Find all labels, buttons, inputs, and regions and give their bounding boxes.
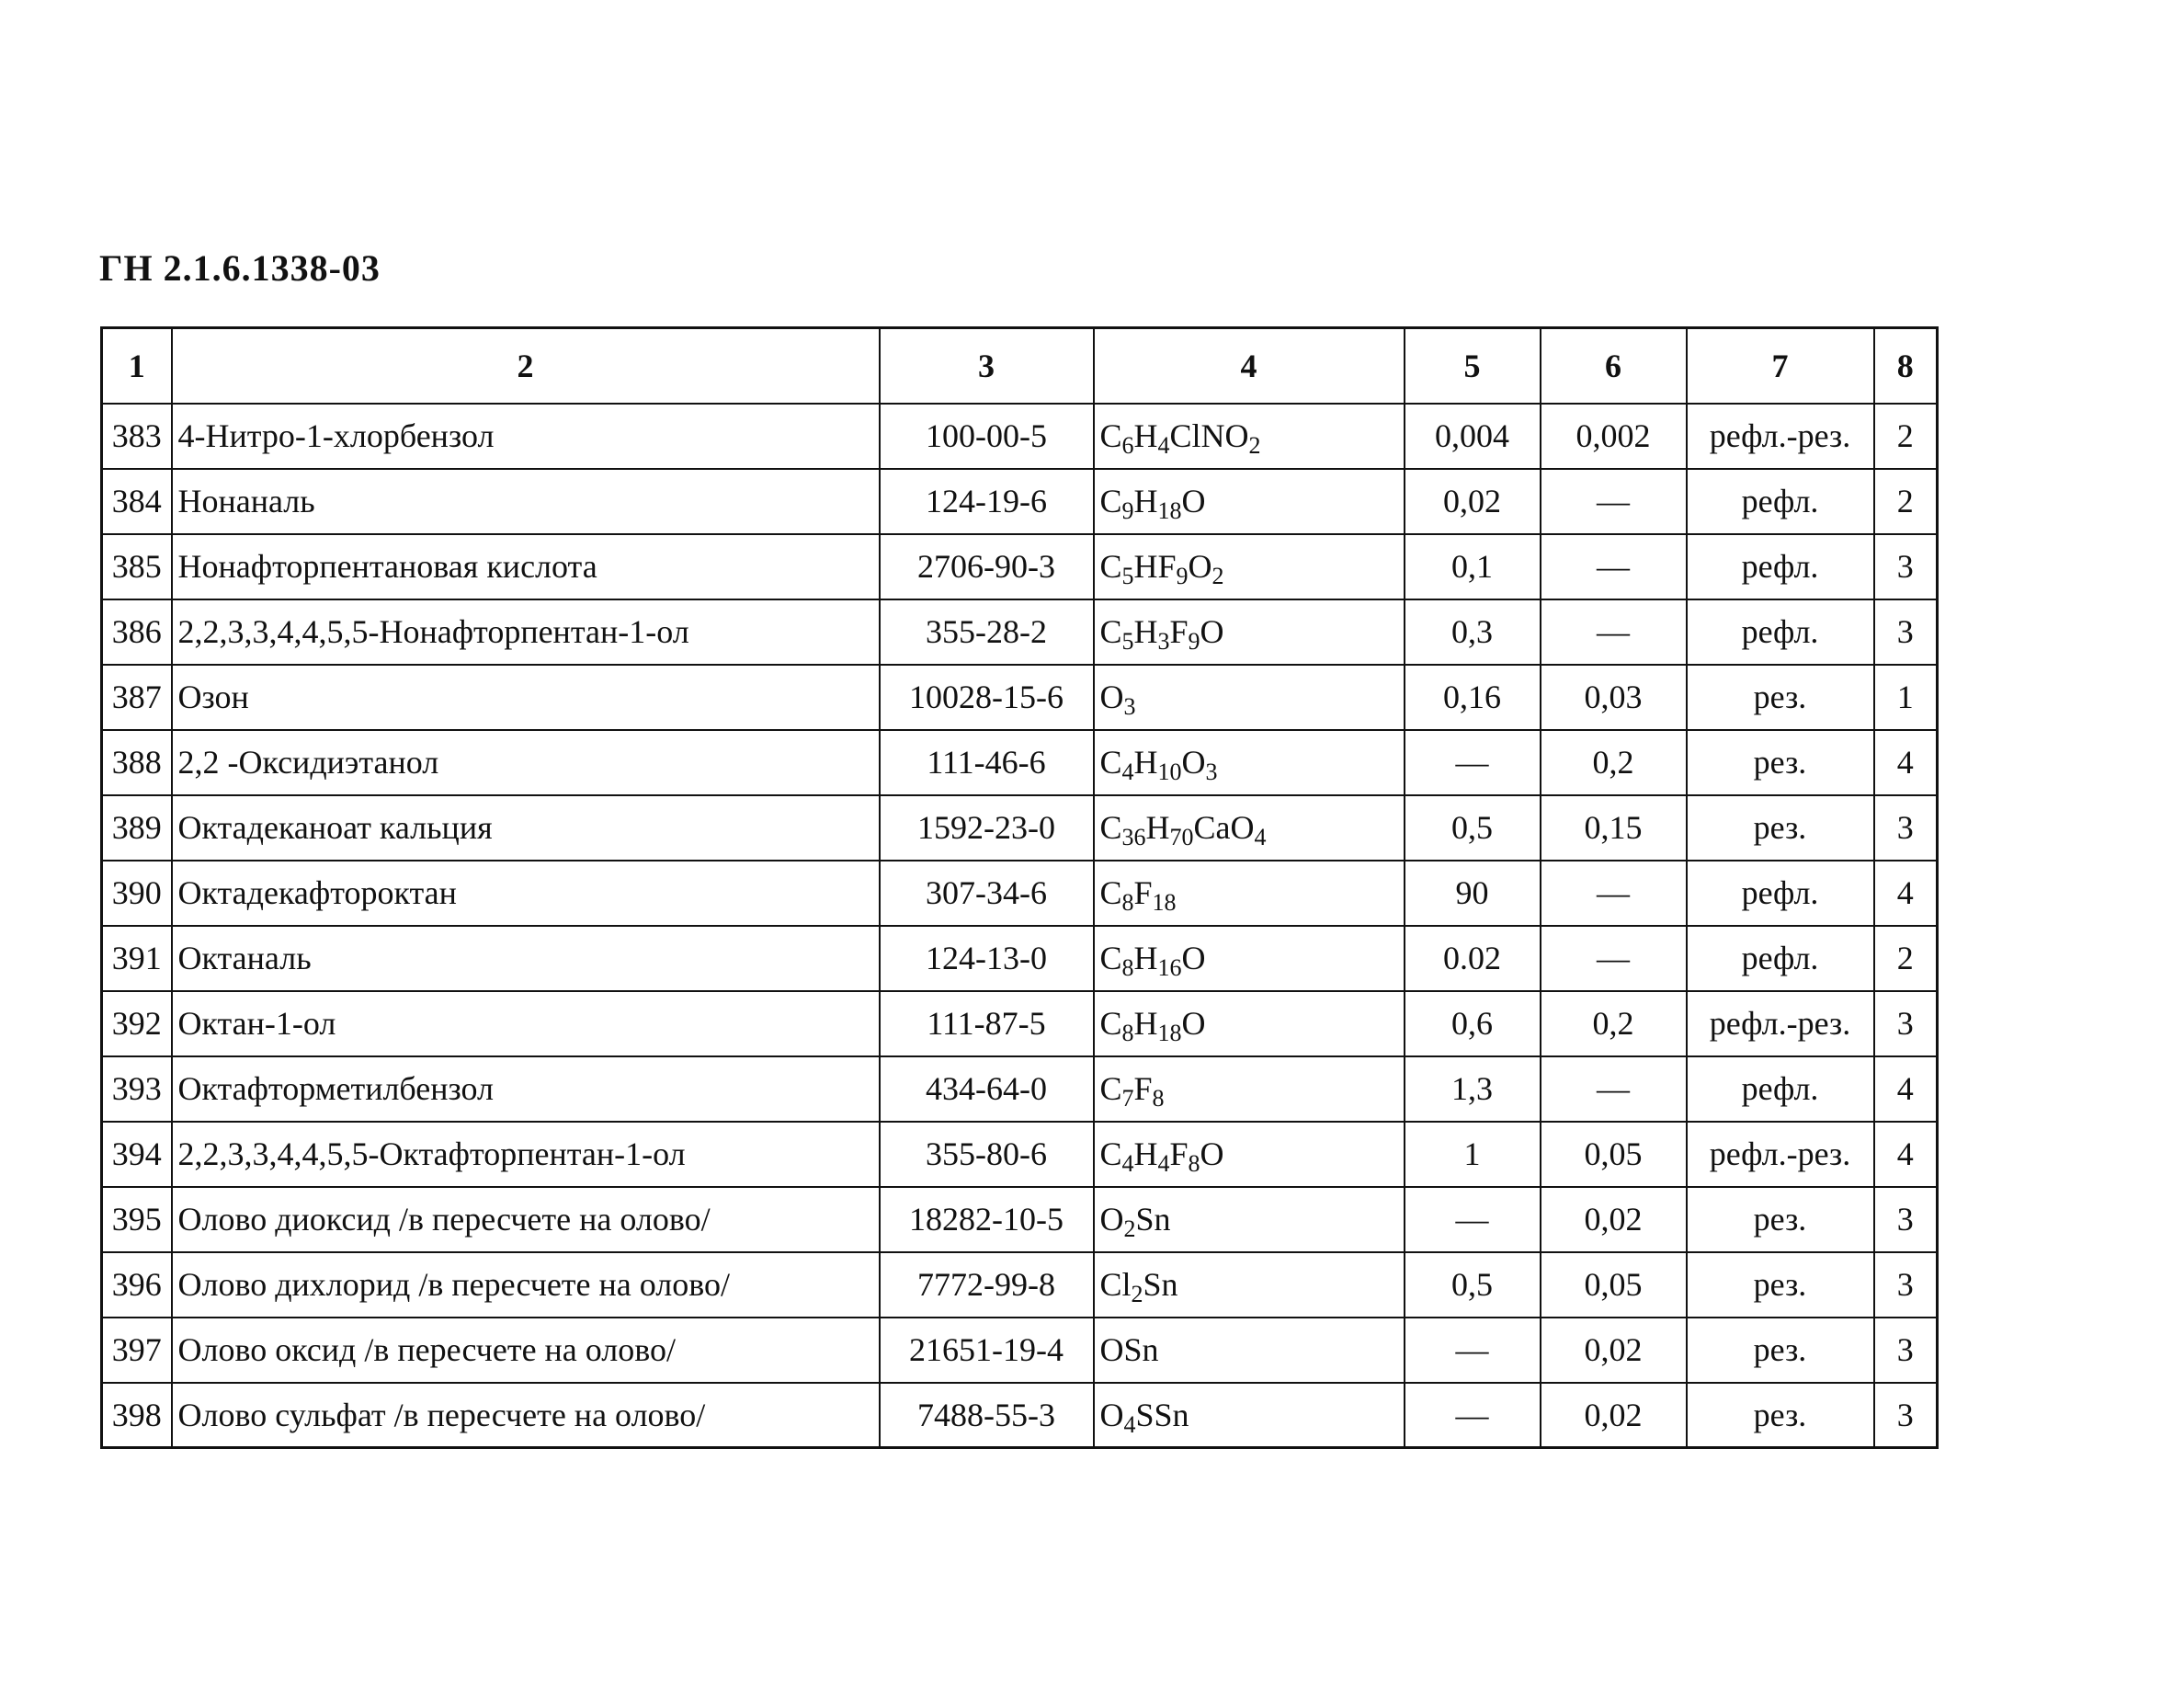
formula-element: C bbox=[1099, 744, 1122, 781]
mrc-daily-cell: 0,03 bbox=[1541, 665, 1687, 730]
cas-number-cell: 100-00-5 bbox=[880, 404, 1094, 469]
column-header: 5 bbox=[1405, 328, 1541, 404]
hazard-class-cell: 3 bbox=[1874, 1252, 1938, 1318]
formula-element: H bbox=[1145, 809, 1170, 846]
hazard-class-cell: 3 bbox=[1874, 1318, 1938, 1383]
hazard-class-cell: 3 bbox=[1874, 795, 1938, 861]
row-number-cell: 398 bbox=[102, 1383, 172, 1448]
table-row bbox=[102, 599, 1938, 665]
cas-number-cell: 21651-19-4 bbox=[880, 1318, 1094, 1383]
formula-cell bbox=[1094, 534, 1405, 599]
formula-subscript: 8 bbox=[1188, 1150, 1200, 1177]
formula-element: O bbox=[1099, 679, 1124, 715]
formula-cell bbox=[1094, 1318, 1405, 1383]
table-row bbox=[102, 991, 1938, 1056]
formula-subscript: 2 bbox=[1131, 1281, 1143, 1307]
formula-element: C bbox=[1099, 940, 1122, 976]
limiting-indicator-cell: рез. bbox=[1687, 1252, 1874, 1318]
formula-element: C bbox=[1099, 874, 1122, 911]
hazard-class-cell: 4 bbox=[1874, 861, 1938, 926]
formula-element: O bbox=[1099, 1396, 1124, 1433]
formula-element: C bbox=[1099, 1070, 1122, 1107]
table-row bbox=[102, 1056, 1938, 1122]
mrc-once-cell: — bbox=[1405, 1318, 1541, 1383]
formula-subscript: 4 bbox=[1123, 1410, 1136, 1438]
mrc-once-cell: — bbox=[1405, 1383, 1541, 1448]
formula-element: F bbox=[1169, 1135, 1189, 1172]
row-number-cell: 383 bbox=[102, 404, 172, 469]
substance-name-cell: 2,2 -Оксидиэтанол bbox=[172, 730, 880, 795]
mrc-daily-cell: 0,002 bbox=[1541, 404, 1687, 469]
formula-element: C bbox=[1099, 417, 1122, 454]
formula-subscript: 18 bbox=[1157, 1020, 1182, 1046]
limiting-indicator-cell: рефл. bbox=[1687, 1056, 1874, 1122]
limiting-indicator-cell: рефл. bbox=[1687, 926, 1874, 991]
substance-name-cell: Нонаналь bbox=[172, 469, 880, 534]
column-header: 3 bbox=[880, 328, 1094, 404]
formula-cell bbox=[1094, 795, 1405, 861]
formula-subscript: 4 bbox=[1121, 759, 1134, 785]
formula-subscript: 8 bbox=[1121, 954, 1134, 981]
formula-subscript: 3 bbox=[1157, 628, 1170, 655]
formula-element: H bbox=[1133, 417, 1158, 454]
cas-number-cell: 124-19-6 bbox=[880, 469, 1094, 534]
mrc-once-cell: 90 bbox=[1405, 861, 1541, 926]
row-number-cell: 385 bbox=[102, 534, 172, 599]
cas-number-cell: 1592-23-0 bbox=[880, 795, 1094, 861]
mrc-once-cell: 0,004 bbox=[1405, 404, 1541, 469]
hazard-class-cell: 3 bbox=[1874, 534, 1938, 599]
formula-subscript: 2 bbox=[1211, 563, 1224, 589]
formula-cell bbox=[1094, 926, 1405, 991]
mrc-daily-cell: 0,2 bbox=[1541, 991, 1687, 1056]
limiting-indicator-cell: рез. bbox=[1687, 1187, 1874, 1252]
column-header: 6 bbox=[1541, 328, 1687, 404]
formula-element: ClNO bbox=[1169, 417, 1249, 454]
formula-element: O bbox=[1200, 1135, 1224, 1172]
formula-subscript: 2 bbox=[1123, 1215, 1136, 1242]
substance-name-cell: Октадеканоат кальция bbox=[172, 795, 880, 861]
row-number-cell: 386 bbox=[102, 599, 172, 665]
limiting-indicator-cell: рез. bbox=[1687, 795, 1874, 861]
formula-subscript: 2 bbox=[1248, 432, 1261, 459]
cas-number-cell: 355-80-6 bbox=[880, 1122, 1094, 1187]
formula-element: F bbox=[1133, 1070, 1153, 1107]
formula-element: F bbox=[1133, 874, 1153, 911]
formula-element: C bbox=[1099, 613, 1122, 650]
cas-number-cell: 355-28-2 bbox=[880, 599, 1094, 665]
table-row bbox=[102, 795, 1938, 861]
hazard-class-cell: 3 bbox=[1874, 991, 1938, 1056]
row-number-cell: 391 bbox=[102, 926, 172, 991]
cas-number-cell: 307-34-6 bbox=[880, 861, 1094, 926]
mrc-daily-cell: 0,05 bbox=[1541, 1252, 1687, 1318]
mrc-once-cell: 0,1 bbox=[1405, 534, 1541, 599]
hazard-class-cell: 4 bbox=[1874, 1056, 1938, 1122]
column-header: 4 bbox=[1094, 328, 1405, 404]
cas-number-cell: 434-64-0 bbox=[880, 1056, 1094, 1122]
formula-element: H bbox=[1133, 613, 1158, 650]
formula-cell bbox=[1094, 599, 1405, 665]
formula-element: C bbox=[1099, 1005, 1122, 1042]
mrc-once-cell: 0,02 bbox=[1405, 469, 1541, 534]
table-row bbox=[102, 534, 1938, 599]
row-number-cell: 396 bbox=[102, 1252, 172, 1318]
formula-element: Sn bbox=[1135, 1201, 1171, 1238]
mrc-daily-cell: 0,02 bbox=[1541, 1318, 1687, 1383]
formula-element: O bbox=[1200, 613, 1224, 650]
formula-element: O bbox=[1181, 744, 1206, 781]
cas-number-cell: 111-46-6 bbox=[880, 730, 1094, 795]
formula-subscript: 4 bbox=[1121, 1150, 1134, 1177]
cas-number-cell: 7772-99-8 bbox=[880, 1252, 1094, 1318]
limiting-indicator-cell: рефл. bbox=[1687, 599, 1874, 665]
formula-subscript: 5 bbox=[1121, 563, 1134, 589]
table-body bbox=[102, 404, 1938, 1448]
table-row bbox=[102, 861, 1938, 926]
formula-subscript: 70 bbox=[1169, 824, 1194, 850]
formula-element: OSn bbox=[1099, 1331, 1159, 1368]
formula-cell bbox=[1094, 1252, 1405, 1318]
column-header: 8 bbox=[1874, 328, 1938, 404]
table-row bbox=[102, 1252, 1938, 1318]
formula-cell bbox=[1094, 665, 1405, 730]
mrc-daily-cell: — bbox=[1541, 469, 1687, 534]
formula-cell bbox=[1094, 1056, 1405, 1122]
hazard-class-cell: 3 bbox=[1874, 1383, 1938, 1448]
formula-subscript: 16 bbox=[1157, 954, 1182, 981]
formula-cell bbox=[1094, 991, 1405, 1056]
hazard-class-cell: 3 bbox=[1874, 1187, 1938, 1252]
substance-name-cell: Олово дихлорид /в пересчете на олово/ bbox=[172, 1252, 880, 1318]
formula-subscript: 8 bbox=[1152, 1085, 1165, 1112]
mrc-once-cell: — bbox=[1405, 730, 1541, 795]
limiting-indicator-cell: рефл.-рез. bbox=[1687, 404, 1874, 469]
cas-number-cell: 10028-15-6 bbox=[880, 665, 1094, 730]
cas-number-cell: 18282-10-5 bbox=[880, 1187, 1094, 1252]
substance-name-cell: Олово диоксид /в пересчете на олово/ bbox=[172, 1187, 880, 1252]
formula-element: Sn bbox=[1143, 1266, 1178, 1303]
mrc-once-cell: 1,3 bbox=[1405, 1056, 1541, 1122]
row-number-cell: 388 bbox=[102, 730, 172, 795]
formula-element: C bbox=[1099, 548, 1122, 585]
formula-cell bbox=[1094, 1122, 1405, 1187]
limiting-indicator-cell: рефл. bbox=[1687, 469, 1874, 534]
formula-element: O bbox=[1181, 483, 1206, 519]
formula-element: C bbox=[1099, 809, 1122, 846]
substance-name-cell: Октадекафтороктан bbox=[172, 861, 880, 926]
formula-element: Cl bbox=[1099, 1266, 1132, 1303]
mrc-daily-cell: 0,05 bbox=[1541, 1122, 1687, 1187]
limiting-indicator-cell: рез. bbox=[1687, 1318, 1874, 1383]
mrc-daily-cell: 0,15 bbox=[1541, 795, 1687, 861]
document-code: ГН 2.1.6.1338-03 bbox=[99, 247, 381, 289]
column-header: 2 bbox=[172, 328, 880, 404]
mrc-daily-cell: — bbox=[1541, 534, 1687, 599]
table-row bbox=[102, 926, 1938, 991]
mrc-daily-cell: 0,02 bbox=[1541, 1187, 1687, 1252]
cas-number-cell: 124-13-0 bbox=[880, 926, 1094, 991]
row-number-cell: 395 bbox=[102, 1187, 172, 1252]
formula-subscript: 18 bbox=[1152, 889, 1177, 916]
formula-element: H bbox=[1133, 940, 1158, 976]
formula-cell bbox=[1094, 861, 1405, 926]
formula-element: C bbox=[1099, 483, 1122, 519]
hazard-class-cell: 2 bbox=[1874, 469, 1938, 534]
row-number-cell: 394 bbox=[102, 1122, 172, 1187]
formula-element: SSn bbox=[1135, 1396, 1189, 1433]
formula-subscript: 3 bbox=[1205, 759, 1218, 785]
row-number-cell: 387 bbox=[102, 665, 172, 730]
row-number-cell: 389 bbox=[102, 795, 172, 861]
formula-subscript: 5 bbox=[1121, 628, 1134, 655]
table-row bbox=[102, 1122, 1938, 1187]
formula-subscript: 9 bbox=[1176, 563, 1189, 589]
row-number-cell: 397 bbox=[102, 1318, 172, 1383]
substance-name-cell: 2,2,3,3,4,4,5,5-Октафторпентан-1-ол bbox=[172, 1122, 880, 1187]
formula-subscript: 8 bbox=[1121, 889, 1134, 916]
formula-element: O bbox=[1099, 1201, 1124, 1238]
limiting-indicator-cell: рефл. bbox=[1687, 861, 1874, 926]
formula-element: HF bbox=[1133, 548, 1177, 585]
formula-subscript: 3 bbox=[1123, 693, 1136, 720]
cas-number-cell: 111-87-5 bbox=[880, 991, 1094, 1056]
mrc-once-cell: 0,16 bbox=[1405, 665, 1541, 730]
formula-cell bbox=[1094, 1187, 1405, 1252]
formula-subscript: 6 bbox=[1121, 432, 1134, 459]
formula-cell bbox=[1094, 1383, 1405, 1448]
table-header-row bbox=[102, 328, 1938, 404]
mrc-daily-cell: — bbox=[1541, 861, 1687, 926]
row-number-cell: 390 bbox=[102, 861, 172, 926]
formula-element: H bbox=[1133, 744, 1158, 781]
mrc-once-cell: — bbox=[1405, 1187, 1541, 1252]
formula-subscript: 4 bbox=[1254, 824, 1267, 850]
table-row bbox=[102, 1187, 1938, 1252]
formula-subscript: 10 bbox=[1157, 759, 1182, 785]
limiting-indicator-cell: рефл.-рез. bbox=[1687, 991, 1874, 1056]
formula-subscript: 9 bbox=[1188, 628, 1200, 655]
column-header: 1 bbox=[102, 328, 172, 404]
cas-number-cell: 7488-55-3 bbox=[880, 1383, 1094, 1448]
formula-cell bbox=[1094, 730, 1405, 795]
hazard-class-cell: 4 bbox=[1874, 730, 1938, 795]
mrc-once-cell: 0.02 bbox=[1405, 926, 1541, 991]
mrc-daily-cell: 0,02 bbox=[1541, 1383, 1687, 1448]
formula-element: H bbox=[1133, 1135, 1158, 1172]
substance-name-cell: Октаналь bbox=[172, 926, 880, 991]
hazard-class-cell: 2 bbox=[1874, 926, 1938, 991]
formula-element: O bbox=[1181, 1005, 1206, 1042]
formula-cell bbox=[1094, 404, 1405, 469]
formula-subscript: 8 bbox=[1121, 1020, 1134, 1046]
mrc-once-cell: 0,5 bbox=[1405, 795, 1541, 861]
hazard-class-cell: 1 bbox=[1874, 665, 1938, 730]
table-row bbox=[102, 665, 1938, 730]
substance-name-cell: Озон bbox=[172, 665, 880, 730]
limiting-indicator-cell: рефл. bbox=[1687, 534, 1874, 599]
hazard-class-cell: 2 bbox=[1874, 404, 1938, 469]
substance-name-cell: Октан-1-ол bbox=[172, 991, 880, 1056]
limiting-indicator-cell: рефл.-рез. bbox=[1687, 1122, 1874, 1187]
formula-subscript: 9 bbox=[1121, 497, 1134, 524]
column-header: 7 bbox=[1687, 328, 1874, 404]
mrc-once-cell: 0,6 bbox=[1405, 991, 1541, 1056]
formula-element: H bbox=[1133, 1005, 1158, 1042]
formula-element: O bbox=[1188, 548, 1212, 585]
substance-name-cell: Октафторметилбензол bbox=[172, 1056, 880, 1122]
limiting-indicator-cell: рез. bbox=[1687, 665, 1874, 730]
mrc-once-cell: 0,5 bbox=[1405, 1252, 1541, 1318]
table-row bbox=[102, 469, 1938, 534]
formula-element: C bbox=[1099, 1135, 1122, 1172]
formula-element: O bbox=[1181, 940, 1206, 976]
formula-subscript: 4 bbox=[1157, 432, 1170, 459]
formula-cell bbox=[1094, 469, 1405, 534]
formula-element: F bbox=[1169, 613, 1189, 650]
substance-name-cell: Олово сульфат /в пересчете на олово/ bbox=[172, 1383, 880, 1448]
formula-element: H bbox=[1133, 483, 1158, 519]
mrc-daily-cell: — bbox=[1541, 926, 1687, 991]
formula-subscript: 18 bbox=[1157, 497, 1182, 524]
row-number-cell: 384 bbox=[102, 469, 172, 534]
mrc-daily-cell: — bbox=[1541, 1056, 1687, 1122]
mrc-daily-cell: — bbox=[1541, 599, 1687, 665]
substance-name-cell: 2,2,3,3,4,4,5,5-Нонафторпентан-1-ол bbox=[172, 599, 880, 665]
cas-number-cell: 2706-90-3 bbox=[880, 534, 1094, 599]
formula-subscript: 7 bbox=[1121, 1085, 1134, 1112]
row-number-cell: 393 bbox=[102, 1056, 172, 1122]
substance-name-cell: Олово оксид /в пересчете на олово/ bbox=[172, 1318, 880, 1383]
substances-table bbox=[100, 326, 1939, 1449]
limiting-indicator-cell: рез. bbox=[1687, 1383, 1874, 1448]
formula-subscript: 36 bbox=[1121, 824, 1146, 850]
hazard-class-cell: 3 bbox=[1874, 599, 1938, 665]
table-row bbox=[102, 1318, 1938, 1383]
table-row bbox=[102, 730, 1938, 795]
substance-name-cell: 4-Нитро-1-хлорбензол bbox=[172, 404, 880, 469]
formula-element: CaO bbox=[1193, 809, 1255, 846]
formula-subscript: 4 bbox=[1157, 1150, 1170, 1177]
mrc-daily-cell: 0,2 bbox=[1541, 730, 1687, 795]
table-row bbox=[102, 404, 1938, 469]
row-number-cell: 392 bbox=[102, 991, 172, 1056]
mrc-once-cell: 1 bbox=[1405, 1122, 1541, 1187]
hazard-class-cell: 4 bbox=[1874, 1122, 1938, 1187]
mrc-once-cell: 0,3 bbox=[1405, 599, 1541, 665]
limiting-indicator-cell: рез. bbox=[1687, 730, 1874, 795]
table-row bbox=[102, 1383, 1938, 1448]
substance-name-cell: Нонафторпентановая кислота bbox=[172, 534, 880, 599]
